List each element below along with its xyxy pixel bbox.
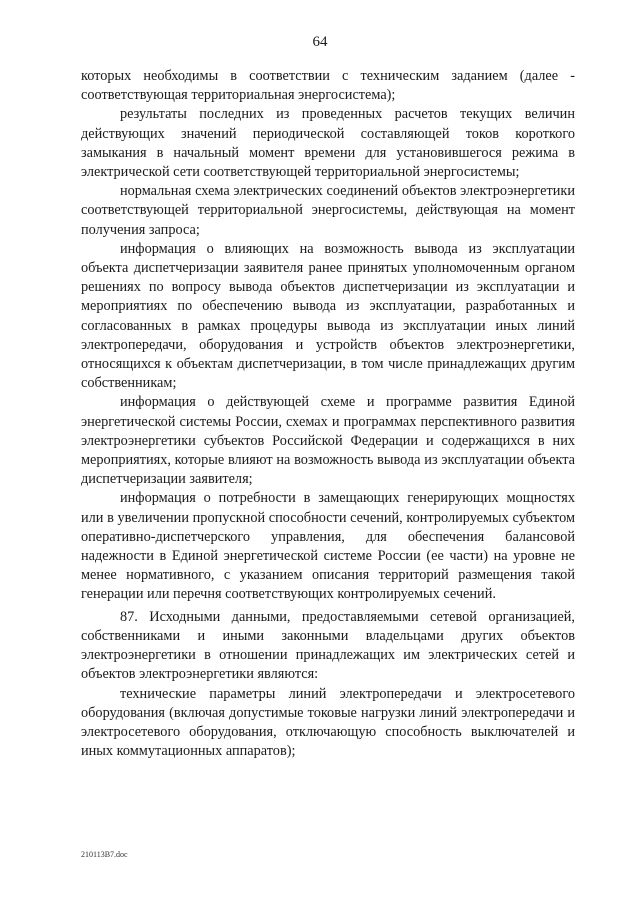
paragraph-technical-parameters: технические параметры линий электропередачи и электросетевого оборудования (включая допустимые токовые нагрузки линий электропередачи и электросетевого оборудования, отключающую способность выключателей и иных коммутационных аппаратов); xyxy=(81,685,575,760)
paragraph-normal-scheme: нормальная схема электрических соединений объектов электроэнергетики соответствующей территориальной энергосистемы, действующая на момент получения запроса; xyxy=(81,183,575,238)
paragraph-continuation: которых необходимы в соответствии с техническим заданием (далее - соответствующая территориальная энергосистема); xyxy=(81,68,575,104)
paragraph-short-circuit-results: результаты последних из проведенных расчетов текущих величин действующих значений периодической составляющей токов короткого замыкания в начальный момент времени для установившегося режима в электрической сети соответствующей территориальной энергосистемы; xyxy=(81,106,575,181)
paragraph-development-scheme: информация о действующей схеме и программе развития Единой энергетической системы России, схемах и программах перспективного развития электроэнергетики субъектов Российской Федерации и содержащихся в них мероприятиях, которые влияют на возможность вывода из эксплуатации объекта диспетчеризации заявителя; xyxy=(81,394,575,488)
paragraph-section-87: 87. Исходными данными, предоставляемыми сетевой организацией, собственниками и иными законными владельцами других объектов электроэнергетики в отношении принадлежащих им электрических сетей и объектов электроэнергетики являются: xyxy=(81,608,575,683)
page-number: 64 xyxy=(312,34,328,50)
paragraph-replacement-capacity: информация о потребности в замещающих генерирующих мощностях или в увеличении пропускной способности сечений, контролируемых субъектом оперативно-диспетчерского управления, для обеспечения балансовой надежности в Единой энергетической системе России (ее части) на уровне не менее нормативного, с указанием описания территорий размещения такой генерации или перечня соответствующих контролируемых сечений. xyxy=(81,490,575,603)
document-file-code: 210113В7.doc xyxy=(81,850,128,859)
paragraph-decommission-decisions: информация о влияющих на возможность вывода из эксплуатации объекта диспетчеризации заявителя ранее принятых уполномоченным органом решениях по вопросу вывода объектов диспетчеризации из эксплуатации и мероприятиях по обеспечению вывода из эксплуатации, разработанных и согласованных в рамках процедуры вывода из эксплуатации иных линий электропередачи, оборудования и устройств объектов электроэнергетики, относящихся к объектам диспетчеризации, в том числе принадлежащих другим собственникам; xyxy=(81,240,575,392)
document-body xyxy=(81,67,575,761)
